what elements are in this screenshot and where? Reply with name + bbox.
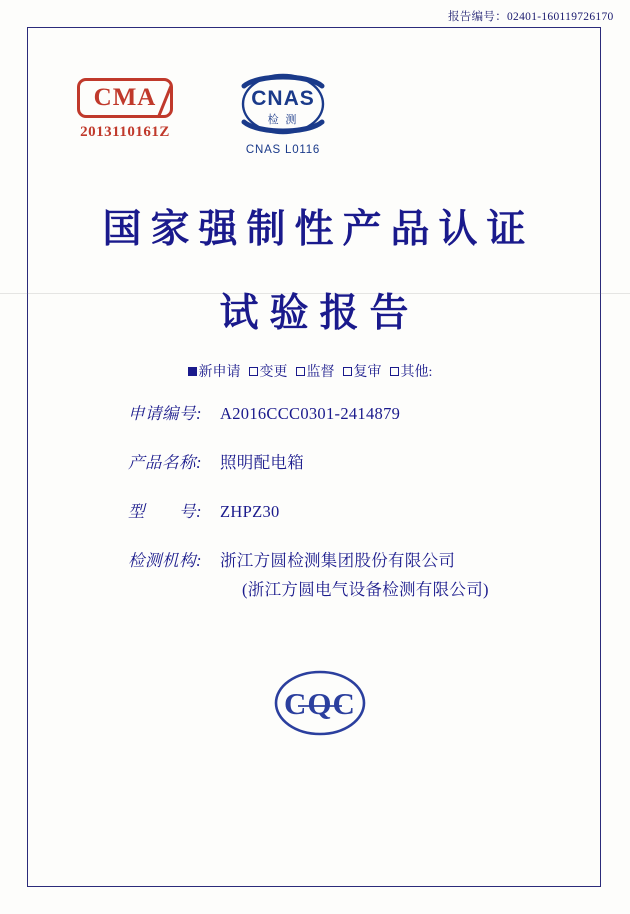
field-value: 浙江方圆检测集团股份有限公司: [220, 551, 456, 571]
cma-mark: [70, 78, 180, 141]
field-product-name: [128, 451, 548, 474]
cnas-code: CNAS L0116: [245, 144, 321, 156]
accreditation-marks: [70, 68, 370, 168]
field-label: 检测机构:: [128, 551, 202, 571]
page-title-line2: 试验报告: [219, 292, 420, 335]
option-label: 其他:: [400, 365, 433, 380]
checkbox-unchecked-icon[interactable]: [343, 367, 352, 376]
cma-logo-text: CMA: [93, 84, 157, 111]
report-number-label: 报告编号：: [448, 11, 507, 23]
checkbox-checked-icon[interactable]: [188, 367, 197, 376]
option-change[interactable]: [249, 365, 288, 380]
option-supervision[interactable]: [296, 365, 335, 380]
field-value-secondary: (浙江方圆电气设备检测有限公司): [242, 580, 489, 600]
cma-logo-icon: [77, 78, 173, 118]
cqc-seal: [268, 666, 372, 740]
field-value-group: [220, 549, 489, 601]
field-value: A2016CCC0301-2414879: [220, 404, 401, 423]
report-number-value: 02401-160119726170: [507, 11, 614, 23]
field-value: 照明配电箱: [220, 453, 304, 473]
option-label: 新申请: [198, 365, 241, 380]
field-testing-organization: [128, 549, 548, 601]
svg-text:CNAS: CNAS: [251, 87, 315, 110]
checkbox-unchecked-icon[interactable]: [249, 367, 258, 376]
checkbox-unchecked-icon[interactable]: [296, 367, 305, 376]
field-value: ZHPZ30: [220, 502, 280, 522]
application-type-options: [27, 361, 601, 381]
field-label: 产品名称:: [128, 453, 202, 473]
cnas-mark: [218, 68, 348, 156]
option-review[interactable]: [343, 365, 382, 380]
option-label: 变更: [259, 365, 288, 380]
option-other[interactable]: [390, 365, 433, 380]
field-model: [128, 500, 548, 523]
cnas-logo-icon: [224, 68, 342, 146]
field-label: 型 号:: [128, 502, 202, 522]
report-fields: [128, 402, 548, 627]
report-number: [448, 8, 614, 24]
field-label: 申请编号:: [128, 404, 202, 423]
option-label: 复审: [353, 365, 382, 380]
cma-code: 2013110161Z: [80, 124, 170, 140]
field-application-number: [128, 402, 548, 425]
page-title-line1: 国家强制性产品认证: [102, 208, 535, 251]
option-new-application[interactable]: [188, 365, 241, 380]
svg-text:检 测: 检 测: [267, 114, 299, 126]
option-label: 监督: [306, 365, 335, 380]
checkbox-unchecked-icon[interactable]: [390, 367, 399, 376]
svg-text:CQC: CQC: [284, 686, 356, 721]
